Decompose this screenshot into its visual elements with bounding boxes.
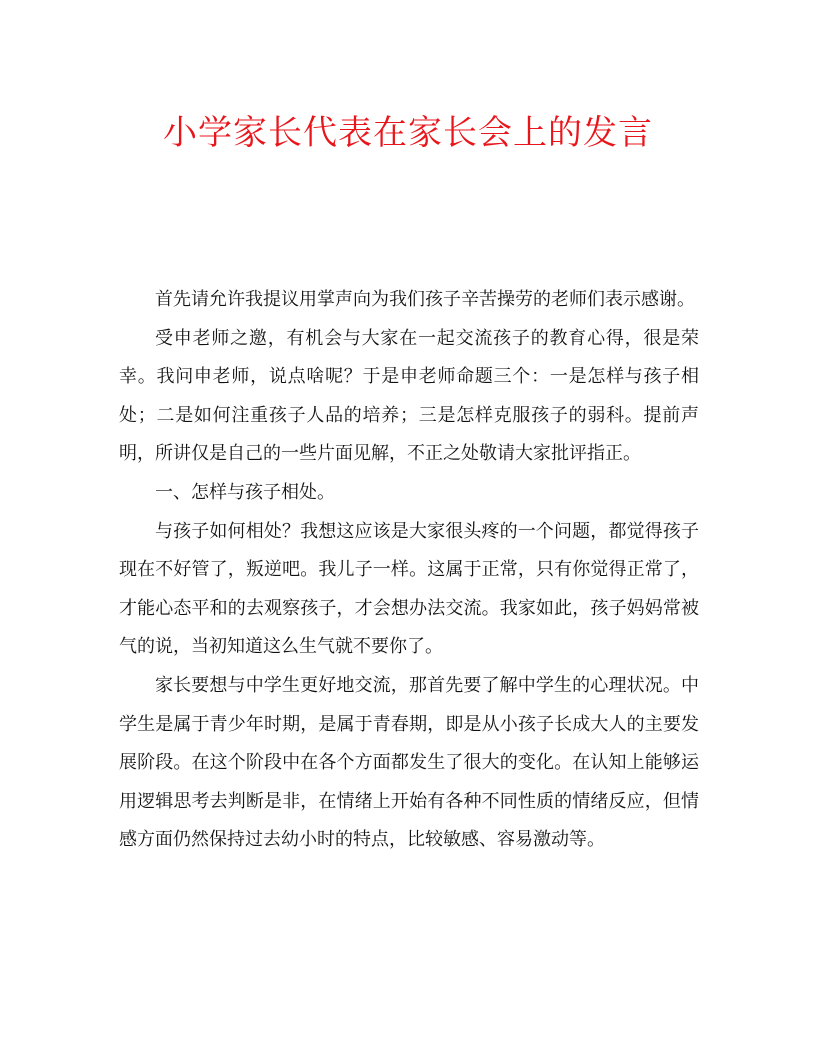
document-body (119, 281, 699, 860)
paragraph-3: 与孩子如何相处？我想这应该是大家很头疼的一个问题，都觉得孩子现在不好管了，叛逆吧。我儿子一样。这属于正常，只有你觉得正常了，才能心态平和的去观察孩子，才会想办法交流。我家如此，孩子妈妈常被气的说，当初知道这么生气就不要你了。 (119, 520, 699, 658)
section-heading-1: 一、怎样与孩子相处。 (155, 481, 335, 503)
paragraph-4: 家长要想与中学生更好地交流，那首先要了解中学生的心理状况。中学生是属于青少年时期，是属于青春期，即是从小孩子长成大人的主要发展阶段。在这个阶段中在各个方面都发生了很大的变化。在认知上能够运用逻辑思考去判断是非，在情绪上开始有各种不同性质的情绪反应，但情感方面仍然保持过去幼小时的特点，比较敏感、容易激动等。 (119, 674, 699, 851)
document-title: 小学家长代表在家长会上的发言 (163, 113, 653, 153)
paragraph-2: 受申老师之邀，有机会与大家在一起交流孩子的教育心得，很是荣幸。我问申老师，说点啥呢？于是申老师命题三个：一是怎样与孩子相处；二是如何注重孩子人品的培养；三是怎样克服孩子的弱科。提前声明，所讲仅是自己的一些片面见解，不正之处敬请大家批评指正。 (119, 327, 699, 465)
paragraph-1: 首先请允许我提议用掌声向为我们孩子辛苦操劳的老师们表示感谢。 (155, 289, 695, 310)
